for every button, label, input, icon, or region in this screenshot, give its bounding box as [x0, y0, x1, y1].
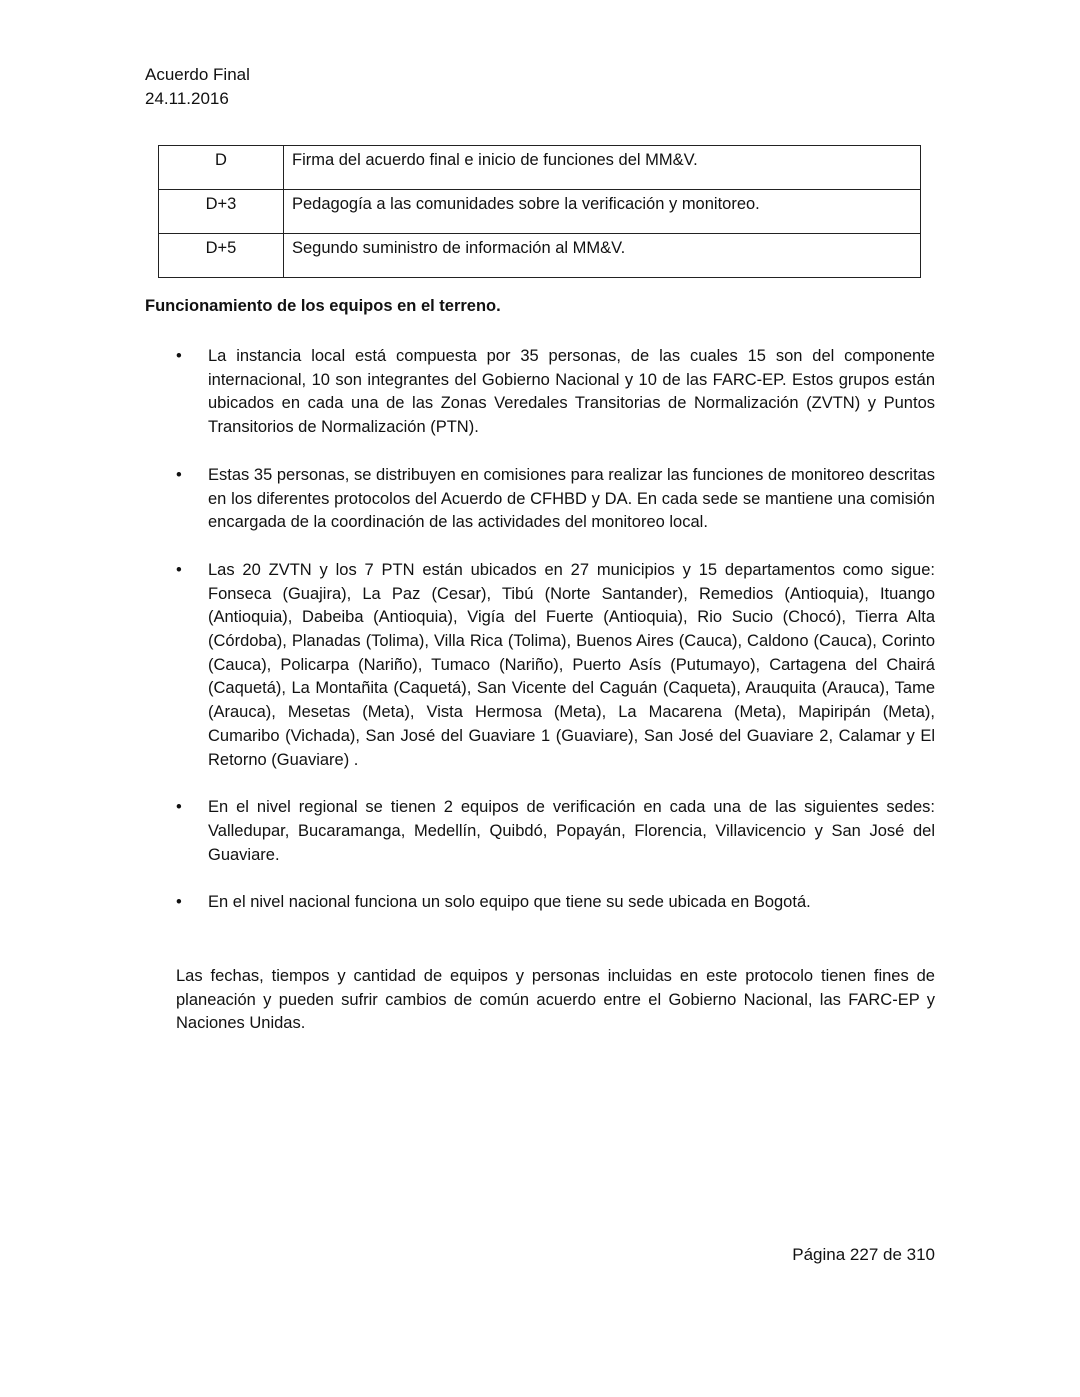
list-item-text: Las 20 ZVTN y los 7 PTN están ubicados en 27 municipios y 15 departamentos como sigue: Fonseca (Guajira), La Paz (Cesar), Tibú (Norte Santander), Remedios (Antioquia), Ituango (Antioquia), Dabeiba (Antioquia), Vigía del Fuerte (Antioquia), Rio Sucio (Chocó), Tierra Alta (Córdoba), Planadas (Tolima), Villa Rica (Tolima), Buenos Aires (Cauca), Caldono (Cauca), Corinto (Cauca), Policarpa (Nariño), Tumaco (Nariño), Puerto Asís (Putumayo), Cartagena del Chairá (Caquetá), La Montañita (Caquetá), San Vicente del Caguán (Caqueta), Arauquita (Arauca), Tame (Arauca), Mesetas (Meta), Vista Hermosa (Meta), La Macarena (Meta), Mapiripán (Meta), Cumaribo (Vichada), San José del Guaviare 1 (Guaviare), San José del Guaviare 2, Calamar y El Retorno (Guaviare) . [208, 560, 935, 769]
list-item [176, 345, 935, 440]
activity-cell: Firma del acuerdo final e inicio de funciones del MM&V. [284, 146, 921, 190]
document-header [145, 63, 250, 111]
list-item [176, 559, 935, 772]
table-row [159, 146, 921, 190]
bullet-list [176, 345, 935, 939]
list-item-text: En el nivel regional se tienen 2 equipos de verificación en cada una de las siguientes sedes: Valledupar, Bucaramanga, Medellín, Quibdó, Popayán, Florencia, Villavicencio y San José del Guaviare. [208, 798, 935, 864]
bullet-icon: • [176, 347, 182, 365]
section-heading: Funcionamiento de los equipos en el terreno. [145, 297, 501, 315]
list-item [176, 796, 935, 867]
table-row [159, 190, 921, 234]
list-item-text: En el nivel nacional funciona un solo equipo que tiene su sede ubicada en Bogotá. [208, 893, 811, 912]
bullet-icon: • [176, 465, 182, 484]
list-item [176, 891, 935, 915]
page-number: Página 227 de 310 [792, 1245, 935, 1264]
activity-cell: Pedagogía a las comunidades sobre la verificación y monitoreo. [284, 190, 921, 234]
document-title: Acuerdo Final [145, 65, 250, 84]
bullet-icon: • [176, 560, 182, 579]
timeline-table [158, 145, 921, 278]
day-cell: D+3 [159, 190, 284, 234]
bullet-icon: • [176, 798, 182, 817]
list-item-text: La instancia local está compuesta por 35 personas, de las cuales 15 son del componente internacional, 10 son integrantes del Gobierno Nacional y 10 de las FARC-EP. Estos grupos están ubicados en cada una de las Zonas Veredales Transitorias de Normalización (ZVTN) y Puntos Transitorios de Normalización (PTN). [208, 347, 935, 437]
list-item-text: Estas 35 personas, se distribuyen en comisiones para realizar las funciones de monitoreo descritas en los diferentes protocolos del Acuerdo de CFHBD y DA. En cada sede se mantiene una comisión encargada de la coordinación de las actividades del monitoreo local. [208, 465, 935, 532]
day-cell: D [159, 146, 284, 190]
table-row [159, 234, 921, 278]
bullet-icon: • [176, 893, 182, 912]
activity-cell: Segundo suministro de información al MM&V. [284, 234, 921, 278]
closing-paragraph: Las fechas, tiempos y cantidad de equipos y personas incluidas en este protocolo tienen fines de planeación y pueden sufrir cambios de común acuerdo entre el Gobierno Nacional, las FARC-EP y Naciones Unidas. [176, 967, 935, 1033]
list-item [176, 464, 935, 535]
document-date: 24.11.2016 [145, 89, 229, 108]
day-cell: D+5 [159, 234, 284, 278]
